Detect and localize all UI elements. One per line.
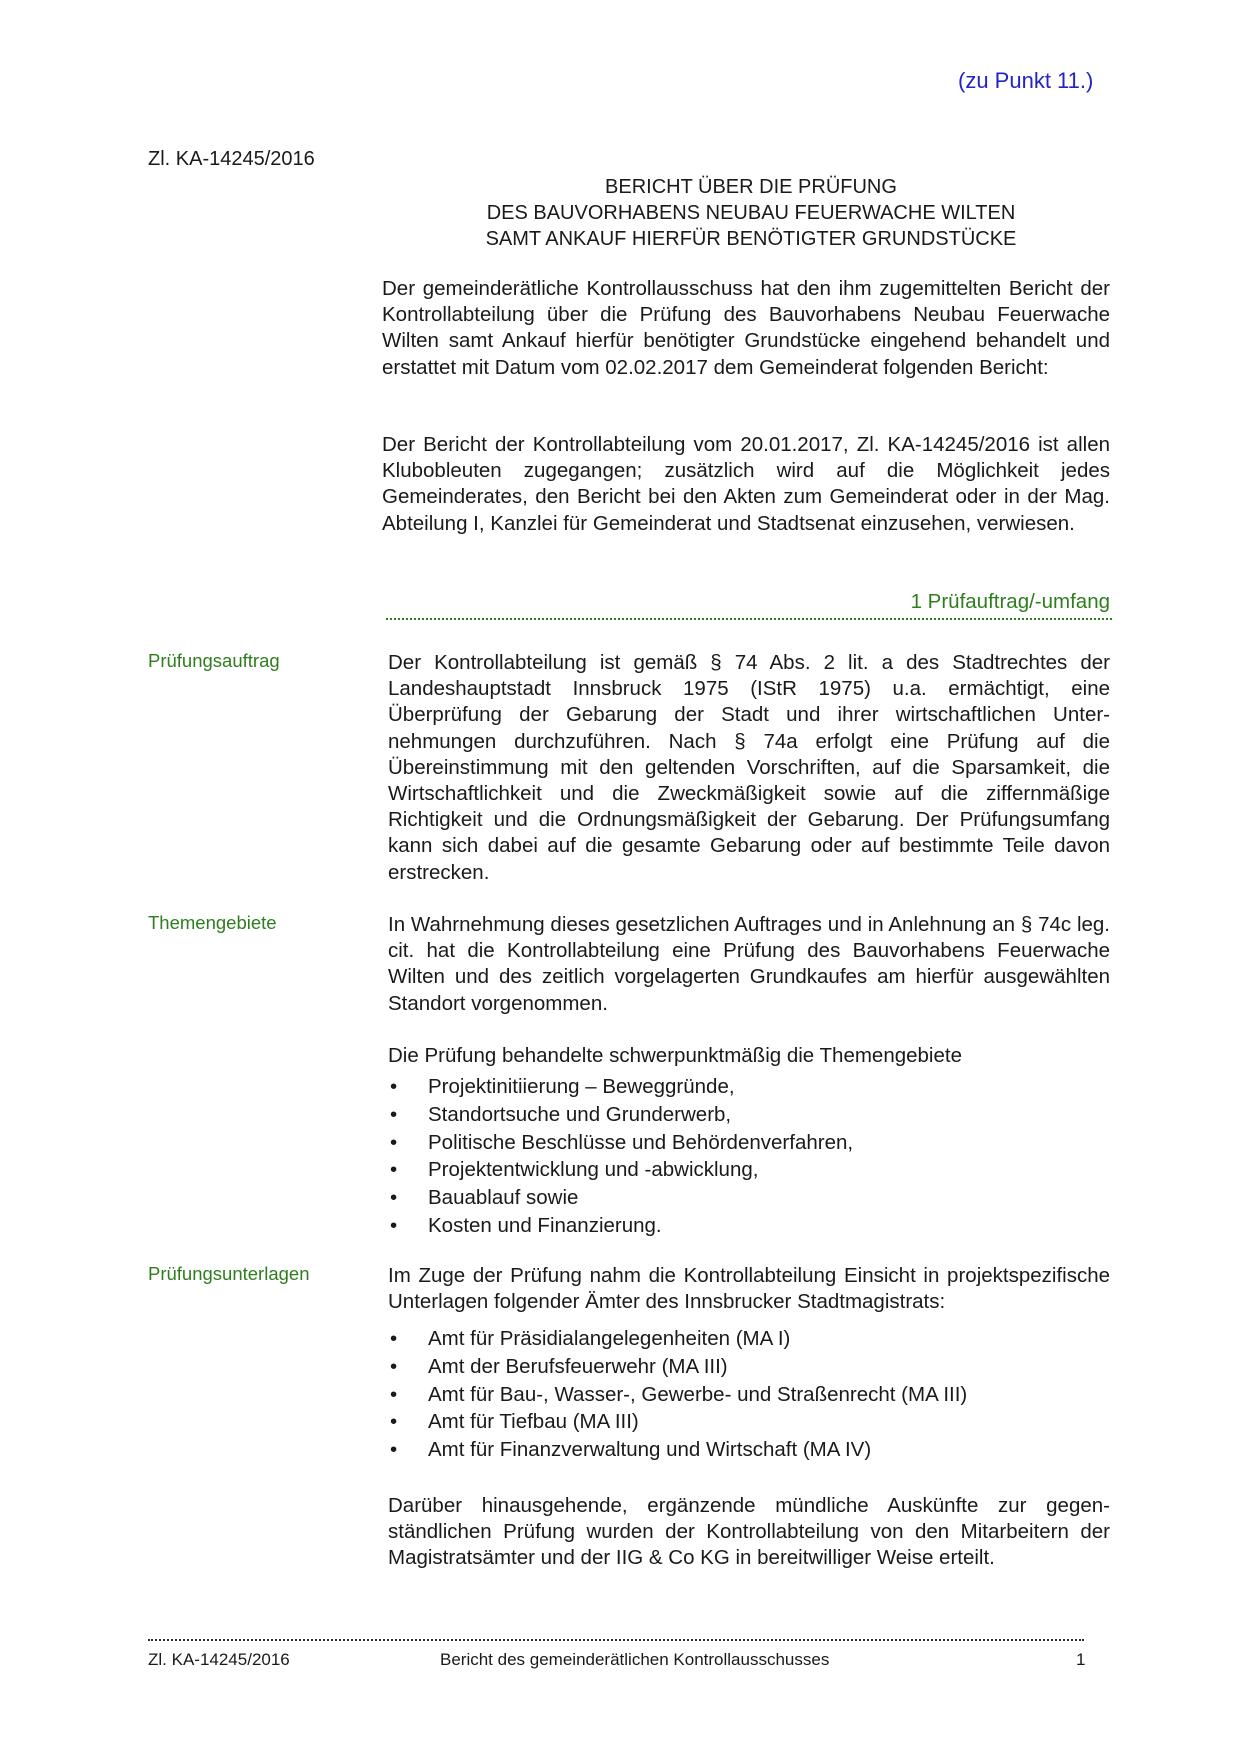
themengebiete-paragraph: In Wahrnehmung dieses gesetzlichen Auftrages und in Anlehnung an § 74c leg. cit. hat die Kontrollabteilung eine Prüfung des Bauvorhabens Feuerwache Wilten und des zeitlich vorgelagerten Grundkaufes am hierfür ausgewählten Standort vorgenommen. (388, 913, 1110, 1015)
footer-reference: Zl. KA-14245/2016 (148, 1650, 290, 1669)
page-number: 1 (1076, 1650, 1086, 1669)
list-item: • Amt für Bau-, Wasser-, Gewerbe- und Straßenrecht (MA III) (388, 1381, 967, 1409)
list-item: • Amt der Berufsfeuerwehr (MA III) (388, 1353, 967, 1381)
themengebiete-list-intro: Die Prüfung behandelte schwerpunktmäßig die Themengebiete (388, 1044, 962, 1067)
intro-paragraph-2: Der Bericht der Kontrollabteilung vom 20.01.2017, Zl. KA-14245/2016 ist allen Klubobleuten zugegangen; zusätzlich wird auf die Möglichkeit jedes Gemeinderates, den Bericht bei den Akten zum Gemeinderat oder in der Mag. Abteilung I, Kanzlei für Gemeinderat und Stadtsenat einzusehen, verwiesen. (382, 433, 1110, 535)
document-reference: Zl. KA-14245/2016 (148, 148, 315, 170)
agenda-reference: (zu Punkt 11.) (958, 68, 1094, 93)
margin-label-themengebiete: Themengebiete (148, 912, 277, 933)
list-item: • Projektinitiierung – Beweggründe, (388, 1073, 853, 1101)
title-line-2: DES BAUVORHABENS NEUBAU FEUERWACHE WILTEN (486, 202, 1016, 224)
themengebiete-list (388, 1073, 853, 1240)
section-divider (386, 618, 1112, 620)
list-item: • Amt für Finanzverwaltung und Wirtschaft (MA IV) (388, 1436, 967, 1464)
list-item: • Bauablauf sowie (388, 1184, 853, 1212)
footer-title: Bericht des gemeinderätlichen Kontrollausschusses (440, 1650, 830, 1669)
section-heading: 1 Prüfauftrag/-umfang (910, 590, 1110, 613)
list-item: • Standortsuche und Grunderwerb, (388, 1101, 853, 1129)
list-item: • Amt für Tiefbau (MA III) (388, 1408, 967, 1436)
pruefungsunterlagen-closing: Darüber hinausgehende, ergänzende mündliche Auskünfte zur gegenständlichen Prüfung wurden der Kontrollabteilung von den Mitarbeitern der Magistratsämter und der IIG & Co KG in bereitwilliger Weise erteilt. (388, 1494, 1110, 1570)
margin-label-pruefungsunterlagen: Prüfungsunterlagen (148, 1263, 310, 1284)
intro-paragraph-1: Der gemeinderätliche Kontrollausschuss hat den ihm zugemittelten Bericht der Kontrollabteilung über die Prüfung des Bauvorhabens Neubau Feuerwache Wilten samt Ankauf hierfür benötigter Grundstücke eingehend behandelt und erstattet mit Datum vom 02.02.2017 dem Gemeinderat folgenden Bericht: (382, 277, 1110, 379)
list-item: • Politische Beschlüsse und Behördenverfahren, (388, 1129, 853, 1157)
pruefungsunterlagen-paragraph: Im Zuge der Prüfung nahm die Kontrollabteilung Einsicht in projektspezifische Unterlagen folgender Ämter des Innsbrucker Stadtmagistrats: (388, 1264, 1110, 1314)
list-item: • Amt für Präsidialangelegenheiten (MA I) (388, 1325, 967, 1353)
pruefungsauftrag-paragraph: Der Kontrollabteilung ist gemäß § 74 Abs. 2 lit. a des Stadtrechtes der Landeshauptstadt Innsbruck 1975 (IStR 1975) u.a. ermächtigt, eine Überprüfung der Gebarung der Stadt und ihrer wirtschaftlichen Unternehmungen durchzuführen. Nach § 74a erfolgt eine Prüfung auf die Übereinstimmung mit den geltenden Vorschriften, auf die Sparsamkeit, die Wirtschaftlichkeit und die Zweckmäßigkeit sowie auf die ziffernmäßige Richtigkeit und die Ordnungsmäßigkeit der Gebarung. Der Prüfungsumfang kann sich dabei auf die gesamte Gebarung oder auf bestimmte Teile davon erstrecken. (388, 651, 1110, 884)
report-title (380, 174, 1122, 252)
footer-divider (148, 1639, 1084, 1641)
title-line-1: BERICHT ÜBER DIE PRÜFUNG (605, 176, 897, 198)
pruefungsunterlagen-list (388, 1325, 967, 1464)
list-item: • Kosten und Finanzierung. (388, 1212, 853, 1240)
title-line-3: SAMT ANKAUF HIERFÜR BENÖTIGTER GRUNDSTÜCKE (485, 228, 1017, 250)
list-item: • Projektentwicklung und -abwicklung, (388, 1156, 853, 1184)
margin-label-pruefungsauftrag: Prüfungsauftrag (148, 650, 280, 671)
